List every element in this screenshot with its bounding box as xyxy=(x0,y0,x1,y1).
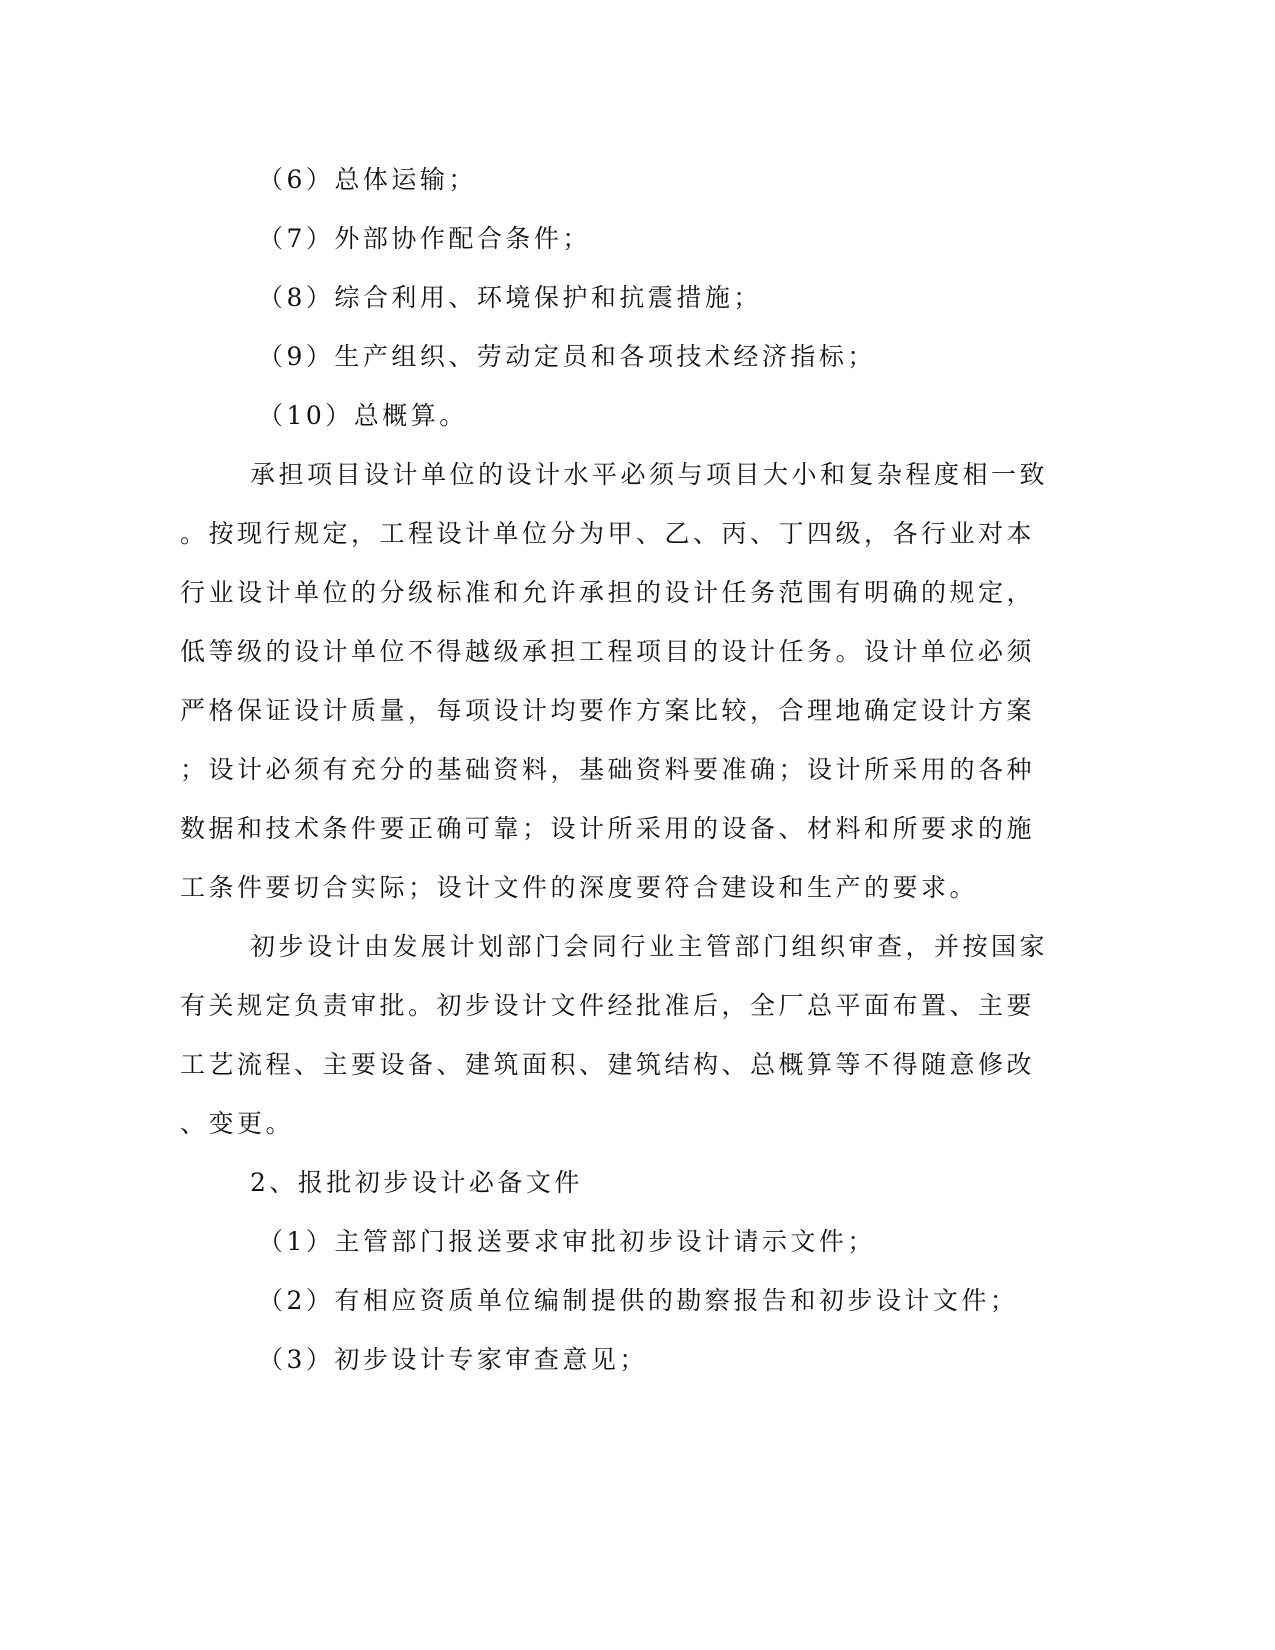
paragraph-line: 工艺流程、主要设备、建筑面积、建筑结构、总概算等不得随意修改 xyxy=(180,1050,1036,1079)
paragraph-line: 数据和技术条件要正确可靠；设计所采用的设备、材料和所要求的施 xyxy=(180,814,1036,843)
section-heading: 2、报批初步设计必备文件 xyxy=(250,1168,583,1197)
paragraph-line: 工条件要切合实际；设计文件的深度要符合建设和生产的要求。 xyxy=(180,873,979,902)
list-item: （3）初步设计专家审查意见； xyxy=(258,1345,648,1374)
paragraph-line: 初步设计由发展计划部门会同行业主管部门组织审查，并按国家 xyxy=(250,932,1049,961)
list-item: （7）外部协作配合条件； xyxy=(258,224,591,253)
paragraph-line: 。按现行规定，工程设计单位分为甲、乙、丙、丁四级，各行业对本 xyxy=(180,519,1036,548)
list-item: （1）主管部门报送要求审批初步设计请示文件； xyxy=(258,1227,876,1256)
list-item: （2）有相应资质单位编制提供的勘察报告和初步设计文件； xyxy=(258,1286,1019,1315)
paragraph-line: 有关规定负责审批。初步设计文件经批准后，全厂总平面布置、主要 xyxy=(180,991,1036,1020)
list-item: （6）总体运输； xyxy=(258,165,477,194)
paragraph-line: 低等级的设计单位不得越级承担工程项目的设计任务。设计单位必须 xyxy=(180,637,1036,666)
paragraph-line: 承担项目设计单位的设计水平必须与项目大小和复杂程度相一致 xyxy=(250,460,1049,489)
list-item: （9）生产组织、劳动定员和各项技术经济指标； xyxy=(258,342,876,371)
paragraph-line: 严格保证设计质量，每项设计均要作方案比较，合理地确定设计方案 xyxy=(180,696,1036,725)
paragraph-line: ；设计必须有充分的基础资料，基础资料要准确；设计所采用的各种 xyxy=(180,755,1036,784)
paragraph-line: 、变更。 xyxy=(180,1109,295,1138)
list-item: （10）总概算。 xyxy=(258,401,468,430)
list-item: （8）综合利用、环境保护和抗震措施； xyxy=(258,283,762,312)
paragraph-line: 行业设计单位的分级标准和允许承担的设计任务范围有明确的规定， xyxy=(180,578,1036,607)
